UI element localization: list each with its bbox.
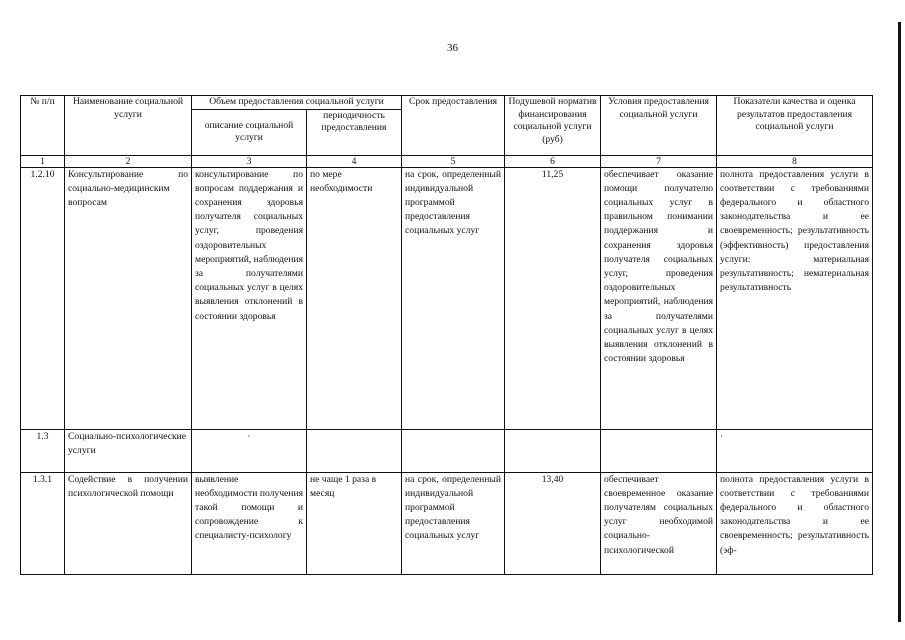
row-conditions <box>601 429 717 472</box>
social-services-table <box>20 95 873 575</box>
row-name: Консультирование по социально-медицинским вопросам <box>65 167 192 429</box>
header-num: № п/п <box>21 96 65 156</box>
column-number: 5 <box>402 155 505 167</box>
header-volume-group: Объем предоставления социальной услуги <box>192 96 402 110</box>
column-number: 1 <box>21 155 65 167</box>
table-row <box>21 429 873 472</box>
column-number: 3 <box>192 155 307 167</box>
row-conditions: обеспечивает оказание помощи получателю социальных услуг в правильном понимании поддержания и сохранения здоровья получателя социальных услуг, проведения оздоровительных мероприятий, наблюдения за получателями социальных услуг в целях выявления отклонений в состоянии здоровья <box>601 167 717 429</box>
row-norm: 11,25 <box>505 167 601 429</box>
table-row <box>21 472 873 574</box>
column-number: 7 <box>601 155 717 167</box>
row-num: 1.3 <box>21 429 65 472</box>
row-num: 1.2.10 <box>21 167 65 429</box>
row-description: консультирование по вопросам поддержания и сохранения здоровья получателя социальных услуг, проведения оздоровительных мероприятий, наблюдения за получателями социальных услуг в целях выявления отклонений в состоянии здоровья <box>192 167 307 429</box>
row-term: на срок, определенный индивидуальной программой предоставления социальных услуг <box>402 472 505 574</box>
column-number: 4 <box>307 155 402 167</box>
page-number: 36 <box>447 42 458 54</box>
row-periodicity: не чаще 1 раза в месяц <box>307 472 402 574</box>
row-description: · <box>192 429 307 472</box>
header-quality: Показатели качества и оценка результатов предоставления социальной услуги <box>717 96 873 156</box>
column-number-row <box>21 155 873 167</box>
header-term: Срок предоставления <box>402 96 505 156</box>
row-conditions: обеспечивает своевременное оказание получателям социальных услуг необходимой социально-психологической <box>601 472 717 574</box>
column-number: 8 <box>717 155 873 167</box>
row-term <box>402 429 505 472</box>
header-norm: Подушевой норматив финансирования социальной услуги (руб) <box>505 96 601 156</box>
column-number: 2 <box>65 155 192 167</box>
row-description: выявление необходимости получения такой помощи и сопровождение к специалисту-психологу <box>192 472 307 574</box>
row-quality: полнота предоставления услуги в соответствии с требованиями федерального и областного законодательства и ее своевременность; результативность (эф- <box>717 472 873 574</box>
header-periodicity: периодичность предоставления <box>307 109 402 155</box>
column-number: 6 <box>505 155 601 167</box>
header-conditions: Условия предоставления социальной услуги <box>601 96 717 156</box>
row-name: Содействие в получении психологической помощи <box>65 472 192 574</box>
row-periodicity: по мере необходимости <box>307 167 402 429</box>
row-periodicity <box>307 429 402 472</box>
row-num: 1.3.1 <box>21 472 65 574</box>
table-row <box>21 167 873 429</box>
header-row-1 <box>21 96 873 110</box>
row-norm <box>505 429 601 472</box>
row-name: Социально-психологические услуги <box>65 429 192 472</box>
row-quality: полнота предоставления услуги в соответствии с требованиями федерального и областного законодательства и ее своевременность; результативность (эффективность) предоставления услуги: материальная результативность; нематериальная результативность <box>717 167 873 429</box>
header-description: описание социальной услуги <box>192 109 307 155</box>
header-name: Наименование социальной услуги <box>65 96 192 156</box>
row-quality: · <box>717 429 873 472</box>
row-norm: 13,40 <box>505 472 601 574</box>
row-term: на срок, определенный индивидуальной программой предоставления социальных услуг <box>402 167 505 429</box>
page-edge-rule <box>898 22 901 622</box>
